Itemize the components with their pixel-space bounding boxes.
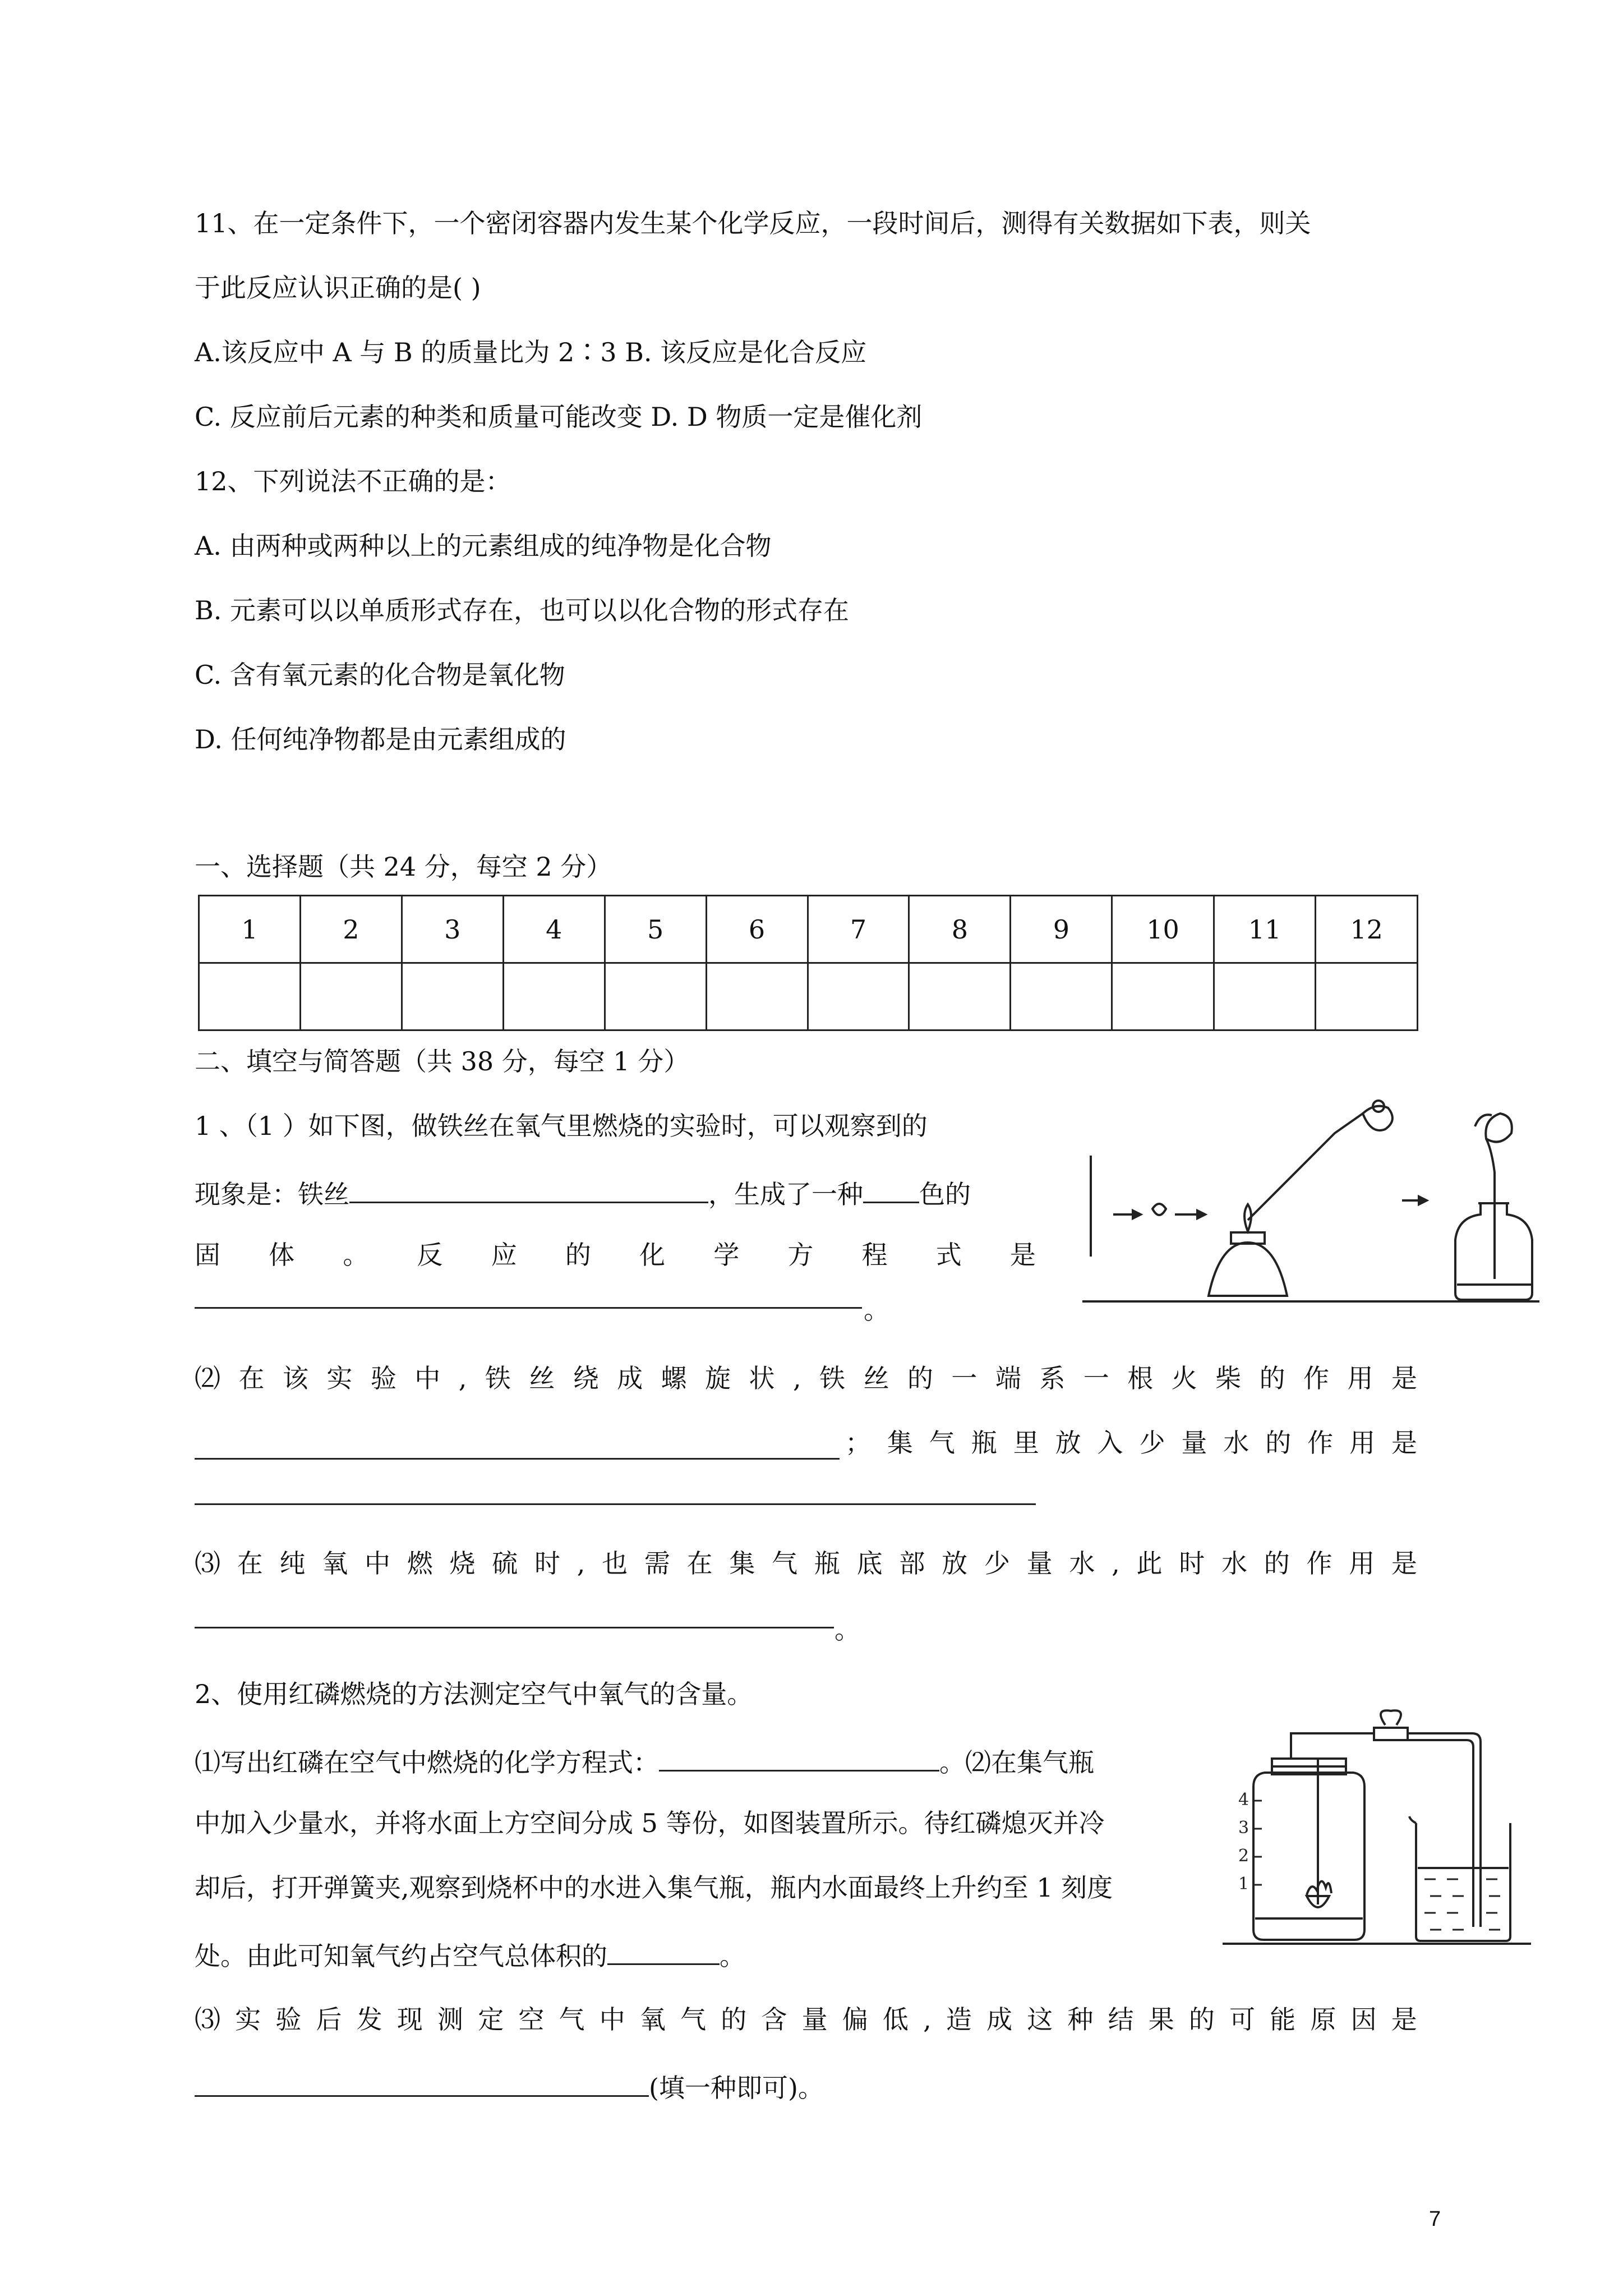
q1-part2-line2 — [195, 1426, 1417, 1460]
answer-cell[interactable] — [706, 963, 808, 1030]
q2-line3: 却后，打开弹簧夹,观察到烧杯中的水进入集气瓶，瓶内水面最终上升约至 1 刻度 — [195, 1872, 1113, 1903]
spaced-char: 少 — [984, 1548, 1010, 1579]
q1-part3-period: 。 — [834, 1614, 860, 1645]
q1-part2-line1 — [195, 1361, 1417, 1395]
spaced-char: 丝 — [863, 1363, 889, 1393]
spaced-char: 是 — [1391, 1548, 1417, 1579]
scale-mark-1: 1 — [1238, 1874, 1249, 1894]
spaced-char: 的 — [721, 2004, 747, 2035]
spaced-char: 瓶 — [814, 1548, 840, 1579]
answer-cell[interactable] — [300, 963, 402, 1030]
spaced-char: 作 — [1303, 1363, 1330, 1393]
spaced-char: 放 — [942, 1548, 968, 1579]
spaced-char: , — [577, 1548, 585, 1579]
answer-blank-sulfur-water[interactable] — [195, 1627, 834, 1628]
q11-stem-line1: 11、在一定条件下，一个密闭容器内发生某个化学反应，一段时间后，测得有关数据如下表，则关 — [195, 208, 1311, 238]
spaced-char: 在 — [686, 1548, 713, 1579]
spaced-char: 柴 — [1215, 1363, 1242, 1393]
spaced-char: 燃 — [407, 1548, 433, 1579]
q2-part3-line2 — [195, 2067, 824, 2105]
spaced-char: 绕 — [573, 1363, 599, 1393]
q1-part2-line2-text — [845, 1426, 1417, 1460]
spaced-char: 方 — [787, 1240, 814, 1270]
spaced-char: 时 — [1179, 1548, 1205, 1579]
q2-line1 — [195, 1742, 1094, 1779]
answer-col-8: 8 — [909, 896, 1011, 963]
spaced-char: 中 — [365, 1548, 390, 1579]
spaced-char: 的 — [1264, 1548, 1290, 1579]
spaced-char: 的 — [565, 1240, 591, 1270]
spaced-char: 气 — [559, 2004, 585, 2035]
q1-part1-line1: 1 、（1 ）如下图，做铁丝在氧气里燃烧的实验时，可以观察到的 — [195, 1111, 928, 1141]
answer-col-5: 5 — [605, 896, 706, 963]
spaced-char: 烧 — [449, 1548, 476, 1579]
spaced-char: 也 — [602, 1548, 628, 1579]
answer-cell[interactable] — [909, 963, 1011, 1030]
q2-stem: 2、使用红磷燃烧的方法测定空气中氧气的含量。 — [195, 1679, 753, 1709]
spaced-char: 的 — [907, 1363, 933, 1393]
answer-blank-equation[interactable] — [195, 1307, 862, 1309]
spaced-char: 端 — [995, 1363, 1021, 1393]
scale-mark-4: 4 — [1238, 1790, 1249, 1810]
q12-stem: 12、下列说法不正确的是： — [195, 466, 511, 496]
spaced-char: 气 — [929, 1428, 955, 1458]
answer-cell[interactable] — [402, 963, 503, 1030]
spaced-char: 空 — [518, 2004, 545, 2035]
spaced-char: 是 — [1391, 1363, 1417, 1393]
spaced-char: 学 — [713, 1240, 740, 1270]
spaced-char: ⑵ — [195, 1363, 220, 1393]
answer-cell[interactable] — [808, 963, 909, 1030]
spaced-char: 量 — [1181, 1428, 1207, 1458]
answer-blank-color[interactable] — [863, 1174, 919, 1203]
spaced-char: 放 — [1055, 1428, 1081, 1458]
spaced-char: 是 — [1009, 1240, 1036, 1270]
spaced-char: 根 — [1127, 1363, 1154, 1393]
spaced-char: 作 — [1307, 1428, 1334, 1458]
section2-heading: 二、填空与简答题（共 38 分，每空 1 分） — [195, 1046, 690, 1076]
answer-table-blank-row — [199, 963, 1418, 1030]
spaced-char: 在 — [238, 1363, 265, 1393]
spaced-char: 的 — [1259, 1363, 1285, 1393]
spaced-char: 硫 — [492, 1548, 518, 1579]
q1-text-color: 色的 — [919, 1179, 971, 1209]
spaced-char: 该 — [282, 1363, 308, 1393]
answer-col-4: 4 — [503, 896, 605, 963]
spaced-char: 入 — [1097, 1428, 1123, 1458]
spaced-char: 定 — [478, 2004, 504, 2035]
spaced-char: 用 — [1349, 1428, 1376, 1458]
spaced-char: 时 — [534, 1548, 560, 1579]
answer-blank-match-purpose[interactable] — [195, 1430, 840, 1460]
answer-col-3: 3 — [402, 896, 503, 963]
spaced-char: ⑶ — [195, 1548, 220, 1579]
spaced-char: 火 — [1171, 1363, 1197, 1393]
spaced-char: 水 — [1221, 1548, 1247, 1579]
q2-part3-line1 — [195, 2003, 1417, 2036]
spaced-char: 发 — [356, 2004, 382, 2035]
iron-wire-combustion-figure — [1082, 1094, 1542, 1318]
answer-col-1: 1 — [199, 896, 301, 963]
spaced-char: 系 — [1039, 1363, 1066, 1393]
spaced-char: ； — [845, 1428, 871, 1458]
answer-table — [198, 895, 1418, 1031]
spaced-char: 能 — [1270, 2004, 1296, 2035]
spaced-char: 气 — [680, 2004, 707, 2035]
q2-text-period: 。 — [720, 1941, 745, 1971]
spaced-char: 种 — [1067, 2004, 1094, 2035]
answer-table-header-row — [199, 896, 1418, 963]
answer-cell[interactable] — [1112, 963, 1214, 1030]
spaced-char: 铁 — [819, 1363, 846, 1393]
answer-blank-low-reason[interactable] — [195, 2067, 649, 2097]
spaced-char: ⑶ — [195, 2004, 220, 2035]
scale-mark-2: 2 — [1238, 1846, 1249, 1866]
q1-text-tiesi: 现象是：铁丝 — [195, 1179, 349, 1209]
answer-cell[interactable] — [1316, 963, 1418, 1030]
q12-option-d: D. 任何纯净物都是由元素组成的 — [195, 724, 566, 754]
answer-col-7: 7 — [808, 896, 909, 963]
spaced-char: 中 — [414, 1363, 441, 1393]
spaced-char: 氧 — [322, 1548, 348, 1579]
answer-blank-phosphorus-equation[interactable] — [659, 1742, 939, 1772]
spaced-char: 程 — [861, 1240, 888, 1270]
spaced-char: 少 — [1139, 1428, 1165, 1458]
q2-line4 — [195, 1935, 745, 1973]
spaced-char: 式 — [935, 1240, 962, 1270]
spaced-char: 量 — [1026, 1548, 1053, 1579]
q11-options-ab: A.该反应中 A 与 B 的质量比为 2∶3 B. 该反应是化合反应 — [195, 337, 867, 367]
answer-cell[interactable] — [605, 963, 706, 1030]
scale-mark-3: 3 — [1238, 1818, 1249, 1838]
q12-option-c: C. 含有氧元素的化合物是氧化物 — [195, 660, 565, 690]
spaced-char: 原 — [1310, 2004, 1336, 2035]
q1-part1-line2 — [195, 1174, 971, 1211]
section1-heading: 一、选择题（共 24 分，每空 2 分） — [195, 852, 612, 882]
spaced-char: 偏 — [842, 2004, 868, 2035]
spaced-char: 螺 — [661, 1363, 687, 1393]
answer-col-12: 12 — [1316, 896, 1418, 963]
spaced-char: 水 — [1223, 1428, 1249, 1458]
red-phosphorus-apparatus-figure — [1223, 1705, 1537, 1947]
q11-stem-line2: 于此反应认识正确的是( ) — [195, 273, 481, 303]
spaced-char: 成 — [617, 1363, 643, 1393]
q1-part1-period: 。 — [864, 1295, 889, 1325]
spaced-char: 应 — [491, 1240, 517, 1270]
spaced-char: 在 — [237, 1548, 263, 1579]
spaced-char: 部 — [899, 1548, 925, 1579]
spaced-char: 一 — [951, 1363, 978, 1393]
answer-col-9: 9 — [1011, 896, 1112, 963]
spaced-char: 含 — [761, 2004, 787, 2035]
q2-text-part2: 。⑵在集气瓶 — [939, 1747, 1094, 1778]
answer-cell[interactable] — [199, 963, 301, 1030]
q2-text-equation: ⑴写出红磷在空气中燃烧的化学方程式： — [195, 1747, 659, 1778]
page-number: 7 — [1429, 2207, 1441, 2231]
spaced-char: 底 — [856, 1548, 883, 1579]
spaced-char: 实 — [235, 2004, 261, 2035]
spaced-char: 用 — [1347, 1363, 1373, 1393]
q1-text-product: ，生成了一种 — [708, 1179, 863, 1209]
spaced-char: 。 — [343, 1240, 369, 1270]
q1-part1-line3 — [195, 1238, 1036, 1272]
q12-option-a: A. 由两种或两种以上的元素组成的纯净物是化合物 — [195, 531, 772, 561]
spaced-char: 此 — [1136, 1548, 1163, 1579]
spaced-char: 作 — [1306, 1548, 1332, 1579]
spaced-char: , — [792, 1363, 801, 1393]
answer-col-11: 11 — [1214, 896, 1316, 963]
spaced-char: 状 — [749, 1363, 775, 1393]
spaced-char: , — [1112, 1548, 1120, 1579]
spaced-char: 需 — [644, 1548, 670, 1579]
answer-cell[interactable] — [503, 963, 605, 1030]
spaced-char: 现 — [396, 2004, 423, 2035]
spaced-char: 集 — [887, 1428, 913, 1458]
spaced-char: 的 — [1265, 1428, 1292, 1458]
answer-col-10: 10 — [1112, 896, 1214, 963]
spaced-char: 结 — [1108, 2004, 1134, 2035]
spaced-char: 反 — [417, 1240, 443, 1270]
spaced-char: 体 — [269, 1240, 295, 1270]
answer-col-2: 2 — [300, 896, 402, 963]
spaced-char: 验 — [275, 2004, 302, 2035]
spaced-char: 气 — [772, 1548, 798, 1579]
spaced-char: , — [923, 2004, 932, 2035]
spaced-char: 铁 — [485, 1363, 511, 1393]
answer-col-6: 6 — [706, 896, 808, 963]
spaced-char: 氧 — [639, 2004, 666, 2035]
spaced-char: 固 — [195, 1240, 220, 1270]
spaced-char: 水 — [1069, 1548, 1095, 1579]
spaced-char: 实 — [326, 1363, 353, 1393]
answer-blank-volume-fraction[interactable] — [607, 1935, 720, 1965]
spaced-char: 量 — [801, 2004, 828, 2035]
spaced-char: 造 — [946, 2004, 972, 2035]
spaced-char: 低 — [882, 2004, 909, 2035]
spaced-char: 瓶 — [971, 1428, 997, 1458]
spaced-char: 果 — [1148, 2004, 1174, 2035]
answer-blank-phenomenon[interactable] — [349, 1174, 708, 1203]
spaced-char: 中 — [599, 2004, 625, 2035]
q11-options-cd: C. 反应前后元素的种类和质量可能改变 D. D 物质一定是催化剂 — [195, 402, 923, 432]
spaced-char: 用 — [1349, 1548, 1375, 1579]
answer-cell[interactable] — [1214, 963, 1316, 1030]
spaced-char: 后 — [316, 2004, 342, 2035]
spaced-char: 是 — [1391, 1428, 1417, 1458]
answer-cell[interactable] — [1011, 963, 1112, 1030]
q12-option-b: B. 元素可以以单质形式存在，也可以以化合物的形式存在 — [195, 595, 850, 625]
spaced-char: 验 — [370, 1363, 396, 1393]
spaced-char: 成 — [986, 2004, 1013, 2035]
spaced-char: 是 — [1391, 2004, 1417, 2035]
spaced-char: 化 — [639, 1240, 666, 1270]
q1-part3-line1 — [195, 1547, 1417, 1580]
q2-text-volume: 处。由此可知氧气约占空气总体积的 — [195, 1941, 607, 1971]
spaced-char: 纯 — [279, 1548, 306, 1579]
answer-blank-water-purpose[interactable] — [195, 1503, 1036, 1505]
spaced-char: 因 — [1350, 2004, 1377, 2035]
spaced-char: 测 — [437, 2004, 464, 2035]
q2-text-fill-one: (填一种即可)。 — [649, 2073, 824, 2103]
spaced-char: 可 — [1229, 2004, 1256, 2035]
spaced-char: 丝 — [529, 1363, 555, 1393]
spaced-char: , — [458, 1363, 467, 1393]
spaced-char: 里 — [1013, 1428, 1039, 1458]
spaced-char: 一 — [1083, 1363, 1109, 1393]
spaced-char: 这 — [1027, 2004, 1053, 2035]
spaced-char: 旋 — [705, 1363, 731, 1393]
spaced-char: 集 — [729, 1548, 755, 1579]
q2-line2: 中加入少量水，并将水面上方空间分成 5 等份，如图装置所示。待红磷熄灭并冷 — [195, 1808, 1105, 1838]
spaced-char: 的 — [1188, 2004, 1215, 2035]
